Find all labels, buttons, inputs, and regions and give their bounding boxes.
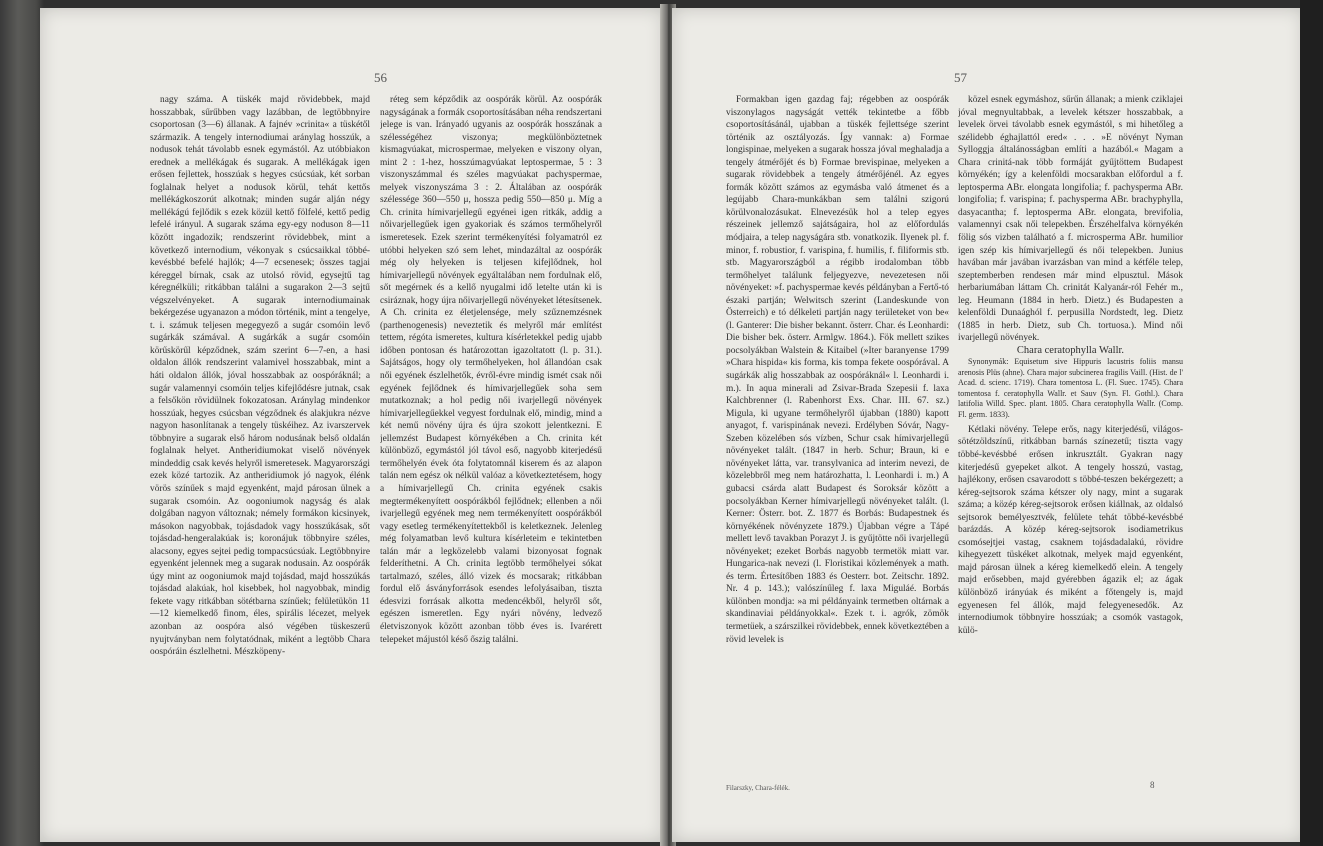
text-column <box>726 94 949 784</box>
page-number: 57 <box>954 70 967 85</box>
synonyms-block: Synonymák: Equisetum sive Hippuris lacustris foliis mansu arenosis Plüs (ahne). Chara major subcinerea fragilis Vaill. (Hist. de l' Acad. d. scienc. 1719). Chara tomentosa L. (Fl. Suec. 1745). Chara tomentosa f. ceratophylla Wallr. et Sauv (Syn. Fl. Gothl.). Chara latifolia Willd. Spec. plant. 1805. Chara ceratophylla Wallr. (Comp. Fl. germ. 1833). <box>958 357 1183 419</box>
section-heading: Chara ceratophylla Wallr. <box>1016 344 1125 356</box>
paragraph: réteg sem képződik az oospórák körül. Az oospórák nagyságának a formák csoportosításában néha rendszertani jelege is van. Irányadó ugyanis az oospórák hosszának a szélességéhez viszonya; megkülönböztetnek kismagvúakat, microspermae, melyeken e viszony olyan, mint 2 : 1-hez, hosszúmagvúakat leptospermae, 5 : 3 viszonyszámmal és széles magvúakat pachyspermae, melyek viszonyszáma 3 : 2. Általában az oospórák szélessége 360—550 μ, hossza pedig 550—850 μ. Míg a Ch. crinita hímivarjellegű egyénei igen ritkák, addig a nőivarjellegűek igen gyakoriak és számos termőhelyről ismeretesek. Ezek szerint termékenyítési folyamatról ez utóbbi helyeken szó sem lehet, mindazáltal az oospórák még oly helyeken is teljesen kifejlődnek, hol hímivarjellegű növények egyáltalában nem fordulnak elő, sőt megérnek és a kellő nyugalmi idő letelte után ki is csiráznak, hogy újra nőivarjellegű növényeket létesítsenek. A Ch. crinita ez életjelensége, mely szűznemzésnek (parthenogenesis) neveztetik és melyről már említést tettem, régóta ismeretes, kultura kísérletekkel pedig ujabb időben pontosan és határozottan igazoltatott (l. p. 31.). Sajátságos, hogy oly termőhelyeken, hol állandóan csak női egyének észlelhetők, évről-évre mindig ismét csak női egyének fejlődnek és hímivarjellegűek soha sem mutatkoznak; a hol pedig női ivarjellegű növények hímivarjellegűekkel vegyest fordulnak elő, mindig, mind a két nemű növény újra és újra szokott jelentkezni. E jellemzést Budapest környékében a Ch. crinita két különböző, egymástól jól távol eső, nagyobb kiterjedésű termőhelyén évek óta folytatomnál kiserem és az alapon talán nem egész ok nélkül valóaz a következtetésem, hogy a hímivarjellegű Ch. crinita egyének csakis megtermékenyített oospórákból fejlődnek; ellenben a női ivarjellegű egyének meg nem termékenyített oospórákból vagy esetleg termékenyítettekből is keletkeznek. Jelenleg még folyamatban levő kultura kísérleteim e tekintetben talán már a legközelebb valami bizonyosat fognak felderíthetni. A Ch. crinita legtöbb termőhelyei sókat tartalmazó, széles, álló vizek és mocsarak; ritkábban fordul elő ásványforrások esendes lefolyásaiban, tiszta édesvizi forrásak alkotta medencékből, helyről sőt, egészen ismeretlen. Egy nyári növény, ledvező életviszonyok között azonban több éves is. Ivarérett telepeket májustól késő őszig találni. <box>380 95 602 645</box>
text-column <box>380 94 602 794</box>
page-number: 56 <box>374 70 387 85</box>
paragraph: közel esnek egymáshoz, sűrűn állanak; a mienk cziklajei jóval megnyultabbak, a levelek kétszer hosszabbak, a levelek örvei távolabb esnek egymástól, s mi hihetőleg a szélidebb éghajlattól ered« . . . »E növényt Nyman Sylloggja általánosságban említi a hazából.« Magam a Chara crinitá-nak több formáját gyűjtöttem Budapest környékén; így a kelenföldi mocsarakban előfordul a f. leptosperma ABr. elongata longifolia; f. pachysperma ABr. longifolia; f. varispina; f. pachysperma ABr. brachyphylla, dasyacantha; f. leptosperma ABr. elongata, brevifolia, valamennyi csak női telepekben. Érszéhelfalva környékén fölig sós vizben található a f. microsperma ABr. humilior igen szép kis hímivarjellegű és női telepekben. Junius havában már javában ivarzásban van mind a kétféle telep, szeptemberben rendesen már mind elpusztul. Mások herbariumában láttam Ch. crinitát Kalyanár-ról Fehér m., leg. Heumann (1884 in herb. Dietz.) és Budapesten a kelenföldi Dunaághól f. perpusilla Nordstedt, leg. Dietz (1885 in herb. Dietz, sub Ch. tortuosa.). Mind női ivarjellegű növények. <box>958 95 1183 344</box>
left-page <box>40 8 664 842</box>
paragraph: Kétlaki növény. Telepe erős, nagy kiterjedésű, világos-sötétzöldszínű, ritkábban barnás színezetű; tiszta vagy többé-kevésbbé erősen inkrusztált. Gyakran nagy kiterjedésű gyepeket alkot. A tengely hosszú, vastag, hajlékony, erősen csavarodott s többé-teszen bekérgezett; a kéreg-sejtsorok száma kétszer oly nagy, mint a sugarak száma; a közép kéreg-sejtsorok erősen kiállnak, az oldalsó sejtsorok bemélyesztvék, felülete tehát többé-kevésbbé barázdás. A közép kéreg-sejtsorok isodiametrikus csomósejtjei vastag, csaknem tojásdadalakú, rövidre kihegyezett tüskéket alkotnak, melyek majd egyenként, majd párosan ülnek a kéreg kiemelkedő elein. A tengely majd erősebben, majd gyérebben ágazik el; az ágak különböző irányúak és miként a főtengely is, majd egyenesen fel állók, majd felegyenesedők. Az internodiumok többnyire hosszúak; a csomók vastagok, külö- <box>958 424 1183 636</box>
paragraph: Formakban igen gazdag faj; régebben az oospórák viszonylagos nagyságát vették tekintetbe a főbb csoportosításánál, ujabban a tüskék fejlettsége szerint történik az osztályozás. Így vannak: a) Formae longispinae, melyeken a sugarak hossza jóval meghaladja a tengely átmérőjét és b) Formae brevispinae, melyeken a sugarak rövidebbek a tengely átmérőjénél. Az egyes formák között számos az egymásba való átmenet és a legújabb Chara-munkákban sem találni szigorú körülvonalozásukat. Elnevezésük hol a telep egyes részeinek jellemző sajátságaira, hol az előfordulás módjaira, a telep nagyságára stb. vonatkozik. Ilyenek pl. f. minor, f. robustior, f. varispina, f. humilis, f. filiformis stb. stb. Magyarországból a régibb irodalomban több termőhelyet találunk feljegyezve, nevezetesen női növényeket: »f. pachyspermae kevés példányban a Fertő-tó északi partján; Welwitsch szerint (Landeskunde von Österreich) e tó délkeleti partján nagy területeket von be« (l. Ganterer: Die bisher bekannt. österr. Char. és Leonhardi: Die bisher bek. österr. Armlgw. 1864.). Fök mellett szikes pocsolyákban Walstein & Kitaibel (»Iter baranyense 1799 »Chara hispida« kis forma, kis tompa fekete oospórával. A sugárkák alig hosszabbak az oospóráknál« l. Leonhardi i. m.). In aqua minerali ad Zsivar-Brada Szepesii f. laxa Kalchbrenner (l. Rabenhorst Exs. Char. III. 67. sz.) Migula, ki ugyane termőhelyről újabban (1880) kapott anyagot, f. varispinának nevezi. Erdélyben Sóvár, Nagy-Szeben közelében sós vízben, Schur csak hímivarjellegű növényeket talált. (1847 in herb. Schur; Braun, ki e növényeket látta, var. transylvanica ad interim nevezi, de közelebbről meg nem határozhatta, l. Leonhardi i. m.) A gubacsi csárda alatt Budapest és Soroksár között a pocsolyákban Kerner hímivarjellegű növényeket talált. (l. Kerner: Österr. bot. Z. 1877 és Borbás: Budapestnek és környékének növényzete 1879.) Újabban végre a Tápé mellett levő tavakban Porazyt J. is gyűjtötte női ivarjellegű növényeket; ezeket Borbás nagyobb termetök miatt var. Hungarica-nak nevezi (l. Floristikai közlemények a math. és term. Értesítőben 1883 és Oesterr. bot. Zeitschr. 1892. Nr. 4 p. 143.); valószínűleg f. laxa Miguláé. Borbás különben mondja: »a mi példányaink termetben oltárnak a skandinaviai példányokkal«. Ezek t. i. agrók, zömök termetüek, a szárszilkei rövidebbek, ennek következtében a rövid levelek is <box>726 95 949 645</box>
signature-mark: 8 <box>1150 780 1155 790</box>
footnote: Filarszky, Chara-félék. <box>726 784 790 792</box>
paragraph: nagy száma. A tüskék majd rövidebbek, majd hosszabbak, sűrűbben vagy lazábban, de legtöbbnyire csoportosan (3—6) állanak. A fajnév »crinita« a tüskétől származik. A tengely internodiumai aránylag hosszúk, a nodusok tehát távolabb esnek egymástól. Az utóbbiakon erednek a mellékágak és sugarak. A mellékágak igen erősen fejlettek, hosszúak s hegyes csúcsúak, két sorban foglalnak helyet a nodusok körül, tehát kettős mellékágkoszorút alkotnak; minden sugár alján négy mellékágú fejlődik s ezek közül kettő fölfelé, kettő pedig lefelé irányul. A sugarak száma egy-egy noduson 8—11 között ingadozik; rendszerint rövidebbek, mint a következő internodium, vékonyak s csúcsaikkal többé-kevésbbé befelé hajlók; 4—7 ecsenesek; összes tagjai kéreggel bírnak, csak az utolsó rövid, egysejtű tag kéregnélküli; ritkábban találni a sugarakon 2—3 sejtű végszelvényeket. A sugarak internodiumainak bekérgezése ugyanazon a módon történik, mint a tengelye, t. i. számuk teljesen megegyező a sugár csomóin levő sugárkák számával. A sugárkák a sugár csomóin körűskörűl képződnek, szám szerint 6—7-en, a hasi oldalon állók rendszerint valamivel hosszabbak, mint a háti oldalon állók, jóval hosszabbak az oospóráknál; a sugár valamennyi csomóin teljes kifejlődésre jutnak, csak a felsőkön rövidülnek fokozatosan. Aránylag mindenkor hosszúak, hegyes csúcsban végződnek és alakjukra nézve nagyon hasonlítanak a tengely tüskéihez. Az ivarszervek többnyire a sugarak első három nodusának belső oldalán foglalnak helyet. Antheridiumokat viselő növények mindeddig csak kevés helyről ismeretesek. Magyarországi ezek közé tartozik. Az antheridiumok jó nagyok, élénk vörös színűek s majd egyenként, majd párosan ülnek a sugarak csomóin. Az oogoniumok nagyság és alak dolgában nagyon változnak; némely formákon kicsinyek, másokon nagyobbak, tojásdadok vagy hosszúkásak, sőt tojásdad-hengeralakúak is; koronájuk többnyire széles, alacsony, egyes sejtei pedig tompacsúcsúak. Legtöbbnyire egyenként jelennek meg a sugarak nodusain. Az oospórák úgy mint az oogoniumok majd tojásdad, majd hosszúkás tojásdad alakúak, hol kisebbek, hol nagyobbak, mindig fekete vagy ritkábban sötétbarna színűek; felületükön 11—12 kiemelkedő finom, éles, spirális lécezet, melyek azonban az oospóra alsó végében tüskeszerű nyujtványban nem folytatódnak, miként a legtöbb Chara oospóráin észlelhetni. Mészköpeny- <box>150 95 370 658</box>
right-page <box>672 8 1304 842</box>
text-column <box>150 94 370 834</box>
text-column <box>958 94 1183 834</box>
scan-border <box>1300 0 1323 846</box>
